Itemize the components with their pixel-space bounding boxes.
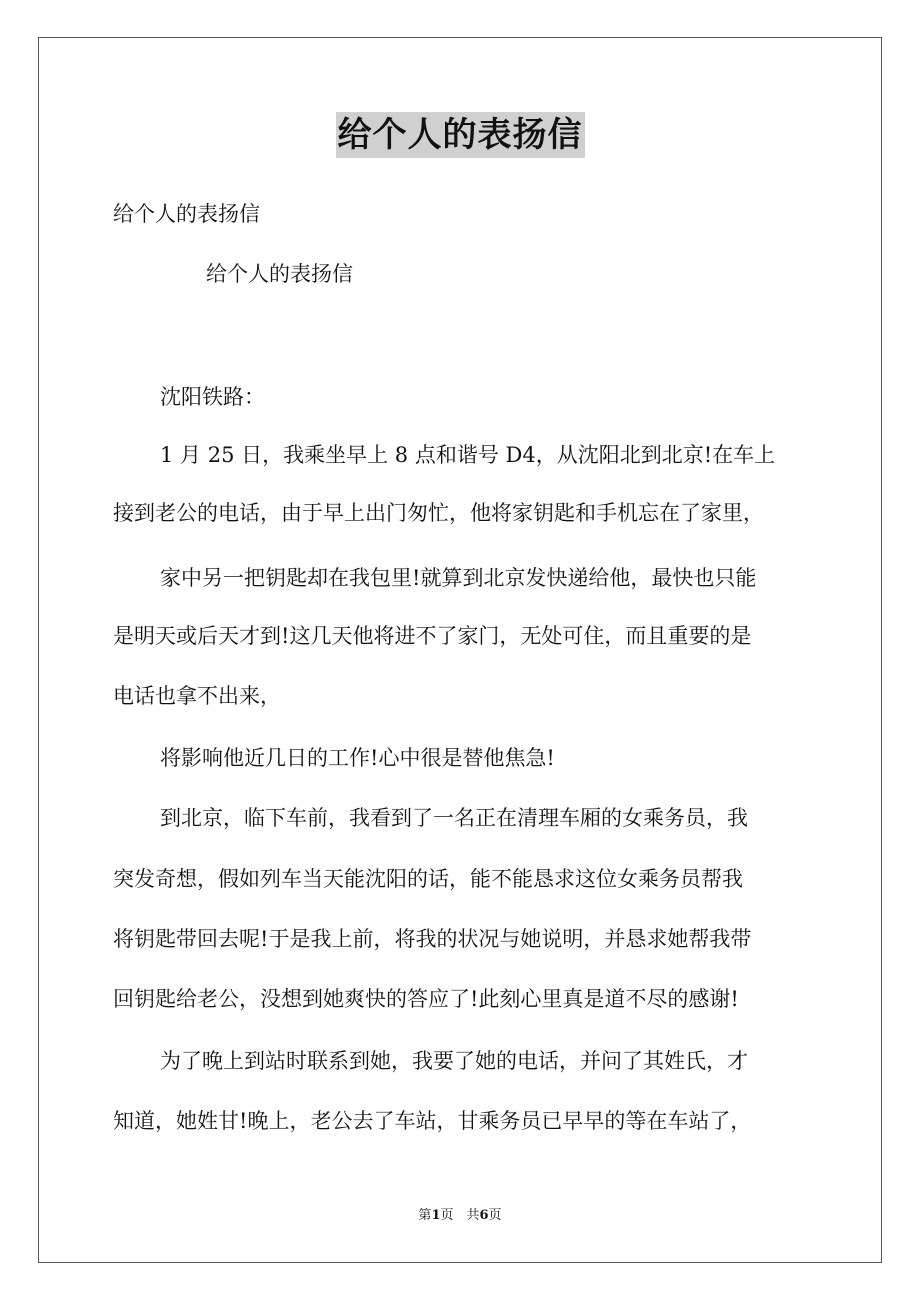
footer-prefix: 第 — [418, 1208, 432, 1223]
subtitle-indented-line: 给个人的表扬信 — [206, 262, 353, 286]
body-line: 到北京，临下车前，我看到了一名正在清理车厢的女乘务员，我 — [160, 806, 748, 830]
title-container — [0, 112, 920, 158]
footer-total-pages: 6 — [479, 1208, 489, 1223]
body-line: 电话也拿不出来， — [113, 684, 281, 708]
page-footer — [0, 1207, 920, 1225]
subtitle-line: 给个人的表扬信 — [113, 202, 260, 226]
body-line: 回钥匙给老公，没想到她爽快的答应了!此刻心里真是道不尽的感谢! — [113, 987, 739, 1011]
body-line: 为了晚上到站时联系到她，我要了她的电话，并问了其姓氏，才 — [160, 1049, 748, 1073]
body-line: 将钥匙带回去呢!于是我上前，将我的状况与她说明，并恳求她帮我带 — [113, 927, 752, 951]
body-line: 知道，她姓甘!晚上，老公去了车站，甘乘务员已早早的等在车站了， — [113, 1109, 752, 1133]
salutation-line: 沈阳铁路： — [160, 385, 265, 409]
body-line: 将影响他近几日的工作!心中很是替他焦急! — [160, 746, 555, 770]
body-line: 接到老公的电话，由于早上出门匆忙，他将家钥匙和手机忘在了家里， — [113, 501, 764, 525]
footer-suffix: 页 — [488, 1208, 502, 1223]
document-title: 给个人的表扬信 — [336, 112, 585, 158]
footer-mid: 页 共 — [440, 1208, 480, 1223]
body-line: 家中另一把钥匙却在我包里!就算到北京发快递给他，最快也只能 — [160, 566, 757, 590]
body-line: 1 月 25 日，我乘坐早上 8 点和谐号 D4，从沈阳北到北京!在车上 — [160, 443, 776, 467]
footer-current-page: 1 — [431, 1208, 441, 1223]
body-line: 突发奇想，假如列车当天能沈阳的话，能不能恳求这位女乘务员帮我 — [113, 867, 743, 891]
body-line: 是明天或后天才到!这几天他将进不了家门，无处可住，而且重要的是 — [113, 624, 752, 648]
